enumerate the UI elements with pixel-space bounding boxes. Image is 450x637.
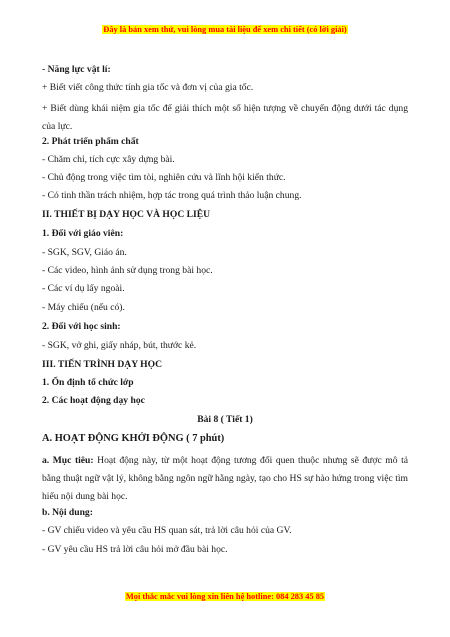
text-line: - SGK, SGV, Giáo án.: [42, 247, 127, 258]
text-line: - Chăm chỉ, tích cực xây dựng bài.: [42, 154, 175, 165]
preview-notice-text: Đây là bản xem thử, vui lòng mua tài liệu để xem chi tiết (có lời giải): [103, 25, 347, 34]
text-line: - GV yêu cầu HS trả lời câu hỏi mở đầu bài học.: [42, 544, 228, 555]
heading-equipment: II. THIẾT BỊ DẠY HỌC VÀ HỌC LIỆU: [42, 209, 211, 220]
heading-for-student: 2. Đối với học sinh:: [42, 321, 121, 332]
text-line: - Chủ động trong việc tìm tòi, nghiên cứu và lĩnh hội kiến thức.: [42, 172, 286, 183]
text-line: - GV chiếu video và yêu cầu HS quan sát, trả lời câu hỏi của GV.: [42, 525, 292, 536]
heading-teaching-process: III. TIẾN TRÌNH DẠY HỌC: [42, 359, 163, 370]
heading-class-organization: 1. Ổn định tổ chức lớp: [42, 377, 134, 388]
hotline-text: Mọi thắc mắc vui lòng xin liên hệ hotline: 084 283 45 85: [125, 592, 325, 601]
heading-qualities: 2. Phát triển phẩm chất: [42, 136, 139, 147]
heading-for-teacher: 1. Đối với giáo viên:: [42, 228, 124, 239]
hotline-banner: [0, 592, 450, 601]
text-line: - Máy chiếu (nếu có).: [42, 302, 125, 313]
objective-label: a. Mục tiêu:: [42, 455, 94, 466]
preview-notice-banner: [0, 25, 450, 34]
text-line: - Có tinh thần trách nhiệm, hợp tác trong quá trình thảo luận chung.: [42, 190, 302, 201]
text-line: - Các ví dụ lấy ngoài.: [42, 283, 125, 294]
text-paragraph: + Biết dùng khái niệm gia tốc để giải thích một số hiện tượng về chuyển động dưới tác dụng của lực.: [42, 103, 408, 132]
text-line: + Biết viết công thức tính gia tốc và đơn vị của gia tốc.: [42, 82, 254, 93]
text-line: - Các video, hình ảnh sử dụng trong bài học.: [42, 265, 213, 276]
lesson-title: Bài 8 ( Tiết 1): [197, 414, 253, 425]
heading-teaching-activities: 2. Các hoạt động dạy học: [42, 395, 145, 406]
heading-content: b. Nội dung:: [42, 507, 93, 518]
text-line: - SGK, vở ghi, giấy nháp, bút, thước kẻ.: [42, 340, 197, 351]
section-physics-competence: - Năng lực vật lí:: [42, 64, 111, 75]
objective-paragraph: [42, 452, 408, 506]
objective-text: Hoạt động này, từ một hoạt động tương đối quen thuộc nhưng sẽ được mô tả bằng thuật ngữ vật lý, không bằng ngôn ngữ hằng ngày, tạo cho HS sự hào hứng trong việc tìm hiểu nội dung bài học.: [42, 455, 408, 502]
heading-warmup-activity: A. HOẠT ĐỘNG KHỞI ĐỘNG ( 7 phút): [42, 433, 225, 444]
